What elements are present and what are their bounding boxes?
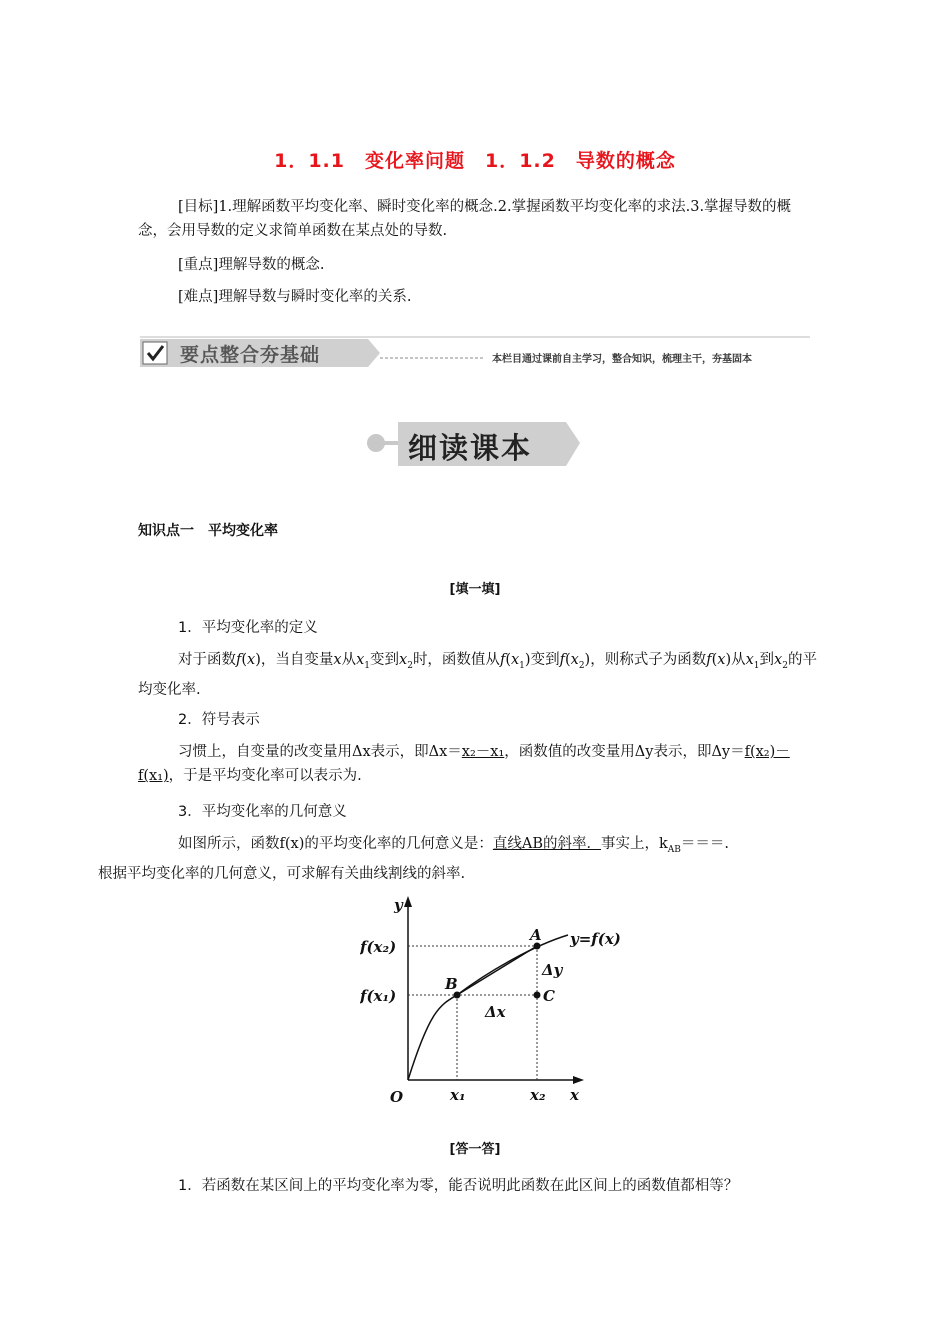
- fill-heading: [填一填]: [449, 582, 501, 597]
- difficult-point: [178, 285, 411, 309]
- point-c: [534, 992, 541, 999]
- label-c: C: [543, 987, 555, 1005]
- section-banner: [140, 336, 810, 368]
- item3-body: [98, 832, 818, 886]
- item3-sub: AB: [667, 844, 681, 855]
- label-b: B: [445, 975, 458, 993]
- item3-body-b: 事实上，k: [601, 836, 668, 852]
- x-arrow-icon: [573, 1076, 584, 1084]
- label-a: A: [530, 926, 542, 944]
- answer-heading: [答一答]: [449, 1142, 501, 1157]
- key-point-label: [重点]: [178, 257, 219, 273]
- item3-body-c: ＝＝＝.: [680, 836, 730, 852]
- item3-body-a: 如图所示，函数f(x)的平均变化率的几何意义是：: [178, 836, 493, 852]
- question-1: 1．若函数在某区间上的平均变化率为零，能否说明此函数在此区间上的函数值都相等？: [178, 1178, 739, 1194]
- blank-slope: 直线AB的斜率．: [492, 836, 601, 852]
- item2-body-a: 习惯上，自变量的改变量用Δx表示，即Δx＝: [178, 744, 462, 760]
- label-y: y: [394, 896, 403, 914]
- banner-heading: 要点整合夯基础: [180, 344, 321, 366]
- difficult-point-text: 理解导数与瞬时变化率的关系.: [218, 289, 412, 305]
- objectives: [138, 195, 818, 243]
- item1-title: 1．平均变化率的定义: [178, 620, 318, 636]
- item2-body-c: ，于是平均变化率可以表示为.: [168, 768, 362, 784]
- label-x1: x₁: [450, 1086, 466, 1104]
- item3-body-d: 根据平均变化率的几何意义，可求解有关曲线割线的斜率.: [98, 865, 466, 882]
- secant-figure: [360, 890, 640, 1115]
- label-dy: Δy: [542, 961, 563, 979]
- label-origin: O: [390, 1088, 404, 1106]
- label-x2: x₂: [530, 1086, 546, 1104]
- item2-body-b: ，函数值的改变量用Δy表示，即Δy＝: [504, 744, 745, 760]
- knowledge-point-title: 知识点一 平均变化率: [138, 523, 278, 539]
- blank-delta-x: x₂－x₁: [461, 744, 505, 760]
- label-fx1: f(x₁): [360, 987, 397, 1005]
- key-point: [178, 253, 324, 277]
- read-banner: [366, 420, 582, 470]
- y-arrow-icon: [404, 896, 412, 907]
- label-curve: y=f(x): [570, 930, 621, 948]
- blank-delta-y: f(x₂)－f(x₁): [138, 744, 790, 784]
- label-fx2: f(x₂): [360, 938, 397, 956]
- key-point-text: 理解导数的概念.: [218, 257, 325, 273]
- label-x: x: [570, 1086, 579, 1104]
- banner-note: 本栏目通过课前自主学习，整合知识，梳理主干，夯基固本: [492, 354, 752, 365]
- objectives-label: [目标]: [178, 199, 219, 215]
- difficult-point-label: [难点]: [178, 289, 219, 305]
- read-banner-text: 细读课本: [408, 431, 533, 465]
- item1-body: 对于函数f(x)，当自变量x从$x_1$变到$x_2$时，函数值从$f(x_1)$变到$f(x_2)$，则称式子为函数f(x)从$x_1$到$x_2$的平均变化率.: [138, 652, 817, 698]
- objectives-text: 1.理解函数平均变化率、瞬时变化率的概念.2.掌握函数平均变化率的求法.3.掌握导数的概念，会用导数的定义求简单函数在某点处的导数.: [138, 199, 792, 239]
- page-title: 1．1.1 变化率问题 1．1.2 导数的概念: [274, 150, 676, 172]
- secant-line: [457, 946, 537, 995]
- item3-title: 3．平均变化率的几何意义: [178, 804, 347, 820]
- item2-body: [138, 740, 818, 788]
- label-dx: Δx: [485, 1003, 506, 1021]
- item2-title: 2．符号表示: [178, 712, 260, 728]
